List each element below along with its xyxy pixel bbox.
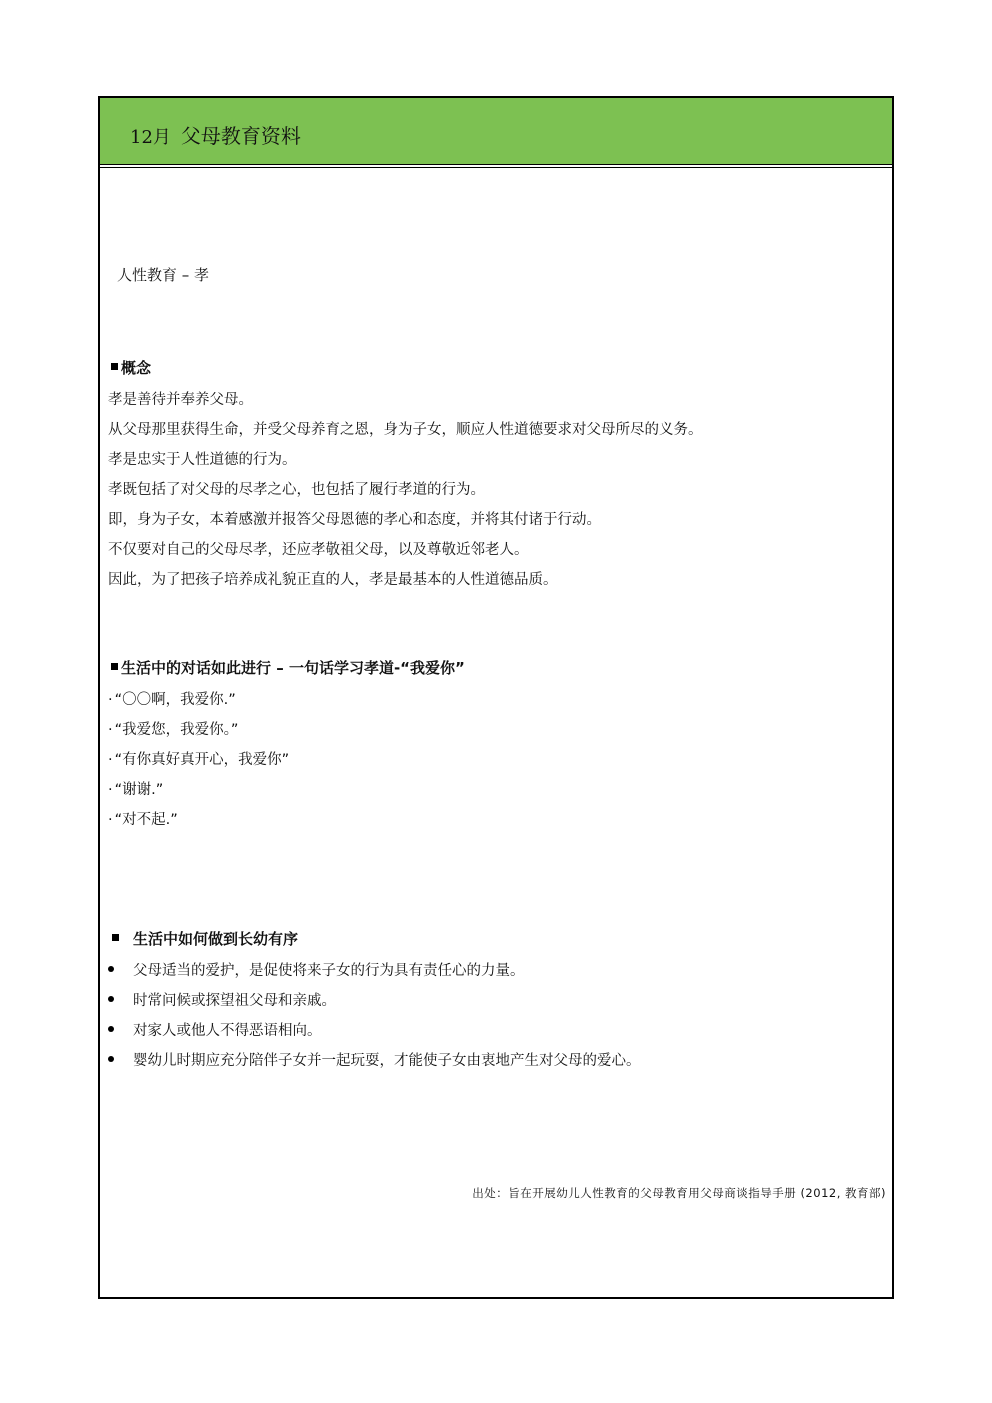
concept-line: 孝是善待并奉养父母。 — [108, 392, 253, 408]
square-bullet-icon — [111, 663, 118, 670]
middle-dot-icon: · — [108, 722, 113, 738]
dialogue-item: · “谢谢.” — [108, 782, 164, 798]
middle-dot-icon: · — [108, 812, 113, 828]
document-frame — [98, 96, 894, 1299]
square-bullet-icon — [112, 934, 119, 941]
middle-dot-icon: · — [108, 692, 113, 708]
dialogue-heading: 生活中的对话如此进行 – 一句话学习孝道-“我爱你” — [111, 657, 465, 678]
concept-line: 从父母那里获得生命，并受父母养育之恩，身为子女，顺应人性道德要求对父母所尽的义务。 — [108, 422, 703, 438]
dialogue-item: · “有你真好真开心，我爱你” — [108, 752, 290, 768]
concept-line: 孝既包括了对父母的尽孝之心，也包括了履行孝道的行为。 — [108, 482, 485, 498]
order-item: 对家人或他人不得恶语相向。 — [108, 1019, 322, 1040]
concept-heading: 概念 — [111, 357, 151, 378]
dialogue-item: · “我爱您，我爱你。” — [108, 722, 239, 738]
bullet-dot-icon — [108, 966, 114, 972]
concept-line: 不仅要对自己的父母尽孝，还应孝敬祖父母，以及尊敬近邻老人。 — [108, 542, 529, 558]
bullet-dot-icon — [108, 1056, 114, 1062]
bullet-dot-icon — [108, 1026, 114, 1032]
page-title — [130, 120, 301, 149]
header-band — [100, 98, 892, 165]
middle-dot-icon: · — [108, 782, 113, 798]
dialogue-item: · “对不起.” — [108, 812, 178, 828]
title-text: 父母教育资料 — [180, 124, 301, 148]
bullet-dot-icon — [108, 996, 114, 1002]
order-item: 父母适当的爱护，是促使将来子女的行为具有责任心的力量。 — [108, 959, 525, 980]
square-bullet-icon — [111, 363, 118, 370]
middle-dot-icon: · — [108, 752, 113, 768]
topic-heading: 人性教育 – 孝 — [117, 266, 210, 284]
title-month: 12月 — [130, 127, 171, 148]
order-heading: 生活中如何做到长幼有序 — [112, 928, 298, 949]
header-divider — [100, 167, 892, 168]
source-citation: 出处：旨在开展幼儿人性教育的父母教育用父母商谈指导手册 (2012, 教育部) — [472, 1186, 886, 1200]
order-item: 婴幼儿时期应充分陪伴子女并一起玩耍，才能使子女由衷地产生对父母的爱心。 — [108, 1049, 641, 1070]
concept-line: 因此，为了把孩子培养成礼貌正直的人，孝是最基本的人性道德品质。 — [108, 572, 558, 588]
order-item: 时常问候或探望祖父母和亲戚。 — [108, 989, 336, 1010]
dialogue-item: · “〇〇啊，我爱你.” — [108, 692, 236, 708]
concept-line: 孝是忠实于人性道德的行为。 — [108, 452, 297, 468]
concept-line: 即，身为子女，本着感激并报答父母恩德的孝心和态度，并将其付诸于行动。 — [108, 512, 601, 528]
